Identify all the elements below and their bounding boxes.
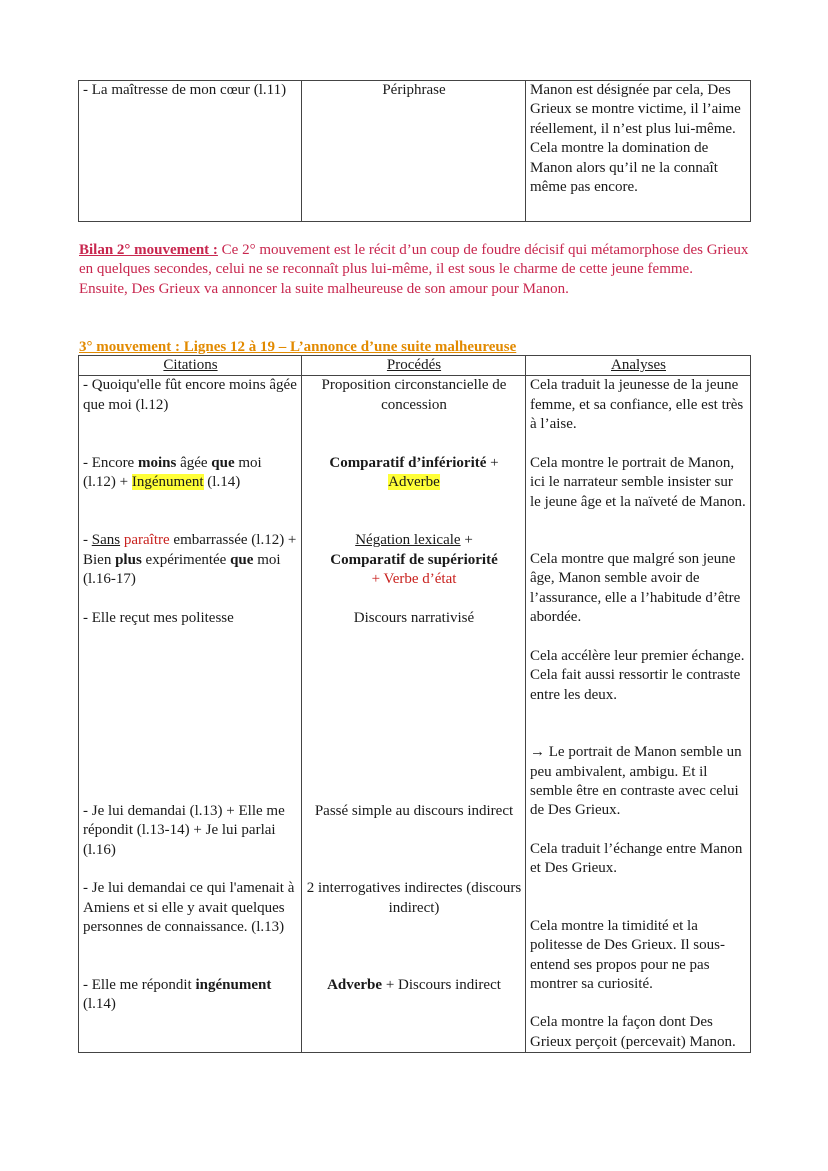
section-title: 3° mouvement : Lignes 12 à 19 – L’annonce d’une suite malheureuse bbox=[79, 339, 517, 355]
bilan-text: Ce 2° mouvement est le récit d’un coup de foudre décisif qui métamorphose des Grieux en quelques secondes, celui ne se reconnaît plus lui-même, il est sous le charme de cette jeune femme. bbox=[79, 242, 749, 278]
analyse-3: Cela montre que malgré son jeune âge, Manon semble avoir de l’assurance, elle a l’habitude d’être abordée. bbox=[530, 550, 741, 626]
analyse-cell: Manon est désignée par cela, Des Grieux se montre victime, il l’aime réellement, il n’est plus lui-même. Cela montre la domination de Manon alors qu’il ne la connaît même pas encore. bbox=[526, 81, 751, 222]
procede-7: Adverbe + Discours indirect bbox=[327, 976, 501, 993]
table-movement-2-end bbox=[78, 80, 751, 222]
bilan-conclusion: Ensuite, Des Grieux va annoncer la suite malheureuse de son amour pour Manon. bbox=[79, 280, 569, 297]
header-citations: Citations bbox=[79, 356, 302, 376]
procede-2: Comparatif d’infériorité + Adverbe bbox=[329, 454, 499, 491]
analyse-2: Cela montre le portrait de Manon, ici le narrateur semble insister sur le jeune âge et la naïveté de Manon. bbox=[530, 454, 746, 510]
table-row bbox=[79, 376, 751, 1053]
bilan-label: Bilan 2° mouvement : bbox=[79, 242, 218, 258]
analyse-7: Cela montre la façon dont Des Grieux perçoit (percevait) Manon. bbox=[530, 1014, 736, 1050]
citation-5: - Je lui demandai (l.13) + Elle me répondit (l.13-14) + Je lui parlai (l.16) bbox=[83, 802, 285, 858]
bilan-paragraph bbox=[79, 241, 749, 299]
citation-4: - Elle reçut mes politesse bbox=[83, 609, 234, 626]
analyse-4: Cela accélère leur premier échange. Cela fait aussi ressortir le contraste entre les deux. bbox=[530, 647, 745, 703]
header-analyses: Analyses bbox=[526, 356, 751, 376]
procede-1: Proposition circonstancielle de concession bbox=[321, 377, 507, 413]
analyse-1: Cela traduit la jeunesse de la jeune femme, et sa confiance, elle est très à l’aise. bbox=[530, 377, 744, 433]
table-row bbox=[79, 81, 751, 222]
procede-6: 2 interrogatives indirectes (discours indirect) bbox=[306, 880, 522, 916]
analyse-4b: → Le portrait de Manon semble un peu ambivalent, ambigu. Et il semble être en contraste avec celui de Des Grieux. bbox=[530, 744, 742, 819]
arrow-right-icon: → bbox=[530, 744, 545, 761]
citation-7: - Elle me répondit ingénument (l.14) bbox=[83, 976, 272, 1013]
procede-4: Discours narrativisé bbox=[353, 609, 475, 626]
citation-2: - Encore moins âgée que moi (l.12) + Ingénument (l.14) bbox=[83, 454, 262, 491]
citation-6: - Je lui demandai ce qui l'amenait à Amiens et si elle y avait quelques personnes de connaissance. (l.13) bbox=[83, 880, 295, 936]
analyse-5: Cela traduit l’échange entre Manon et Des Grieux. bbox=[530, 840, 743, 876]
citation-3: - Sans paraître embarrassée (l.12) + Bien plus expérimentée que moi (l.16-17) bbox=[83, 532, 297, 587]
citations-column: - Quoiqu'elle fût encore moins âgée que moi (l.12) - Encore moins âgée que moi (l.12) + Ingénument (l.14) - Sans paraître embarrassée (l.12) + Bien plus expérimentée que moi (l.16-17) - Elle reçut mes politesse - Je lui demandai (l.13) + Elle me répondit (l.13-14) + Je lui parlai (l.16) - Je lui demandai ce qui l'amenait à Amiens et si elle y avait quelques personnes de connaissance. (l.13) - Elle me répondit ingénument (l.14) bbox=[79, 376, 302, 1053]
table-header-row bbox=[79, 356, 751, 376]
procede-5: Passé simple au discours indirect bbox=[314, 802, 514, 819]
citation-cell: - La maîtresse de mon cœur (l.11) bbox=[79, 81, 302, 222]
table-movement-3 bbox=[78, 355, 751, 1053]
procedes-column bbox=[302, 376, 526, 1053]
procede-3: Négation lexicale + Comparatif de supériorité + Verbe d’état bbox=[330, 532, 498, 587]
procede-cell: Périphrase bbox=[302, 81, 526, 222]
analyse-6: Cela montre la timidité et la politesse de Des Grieux. Il sous-entend ses propos pour ne pas montrer sa curiosité. bbox=[530, 917, 725, 993]
header-procedes: Procédés bbox=[302, 356, 526, 376]
analyses-column bbox=[526, 376, 751, 1053]
